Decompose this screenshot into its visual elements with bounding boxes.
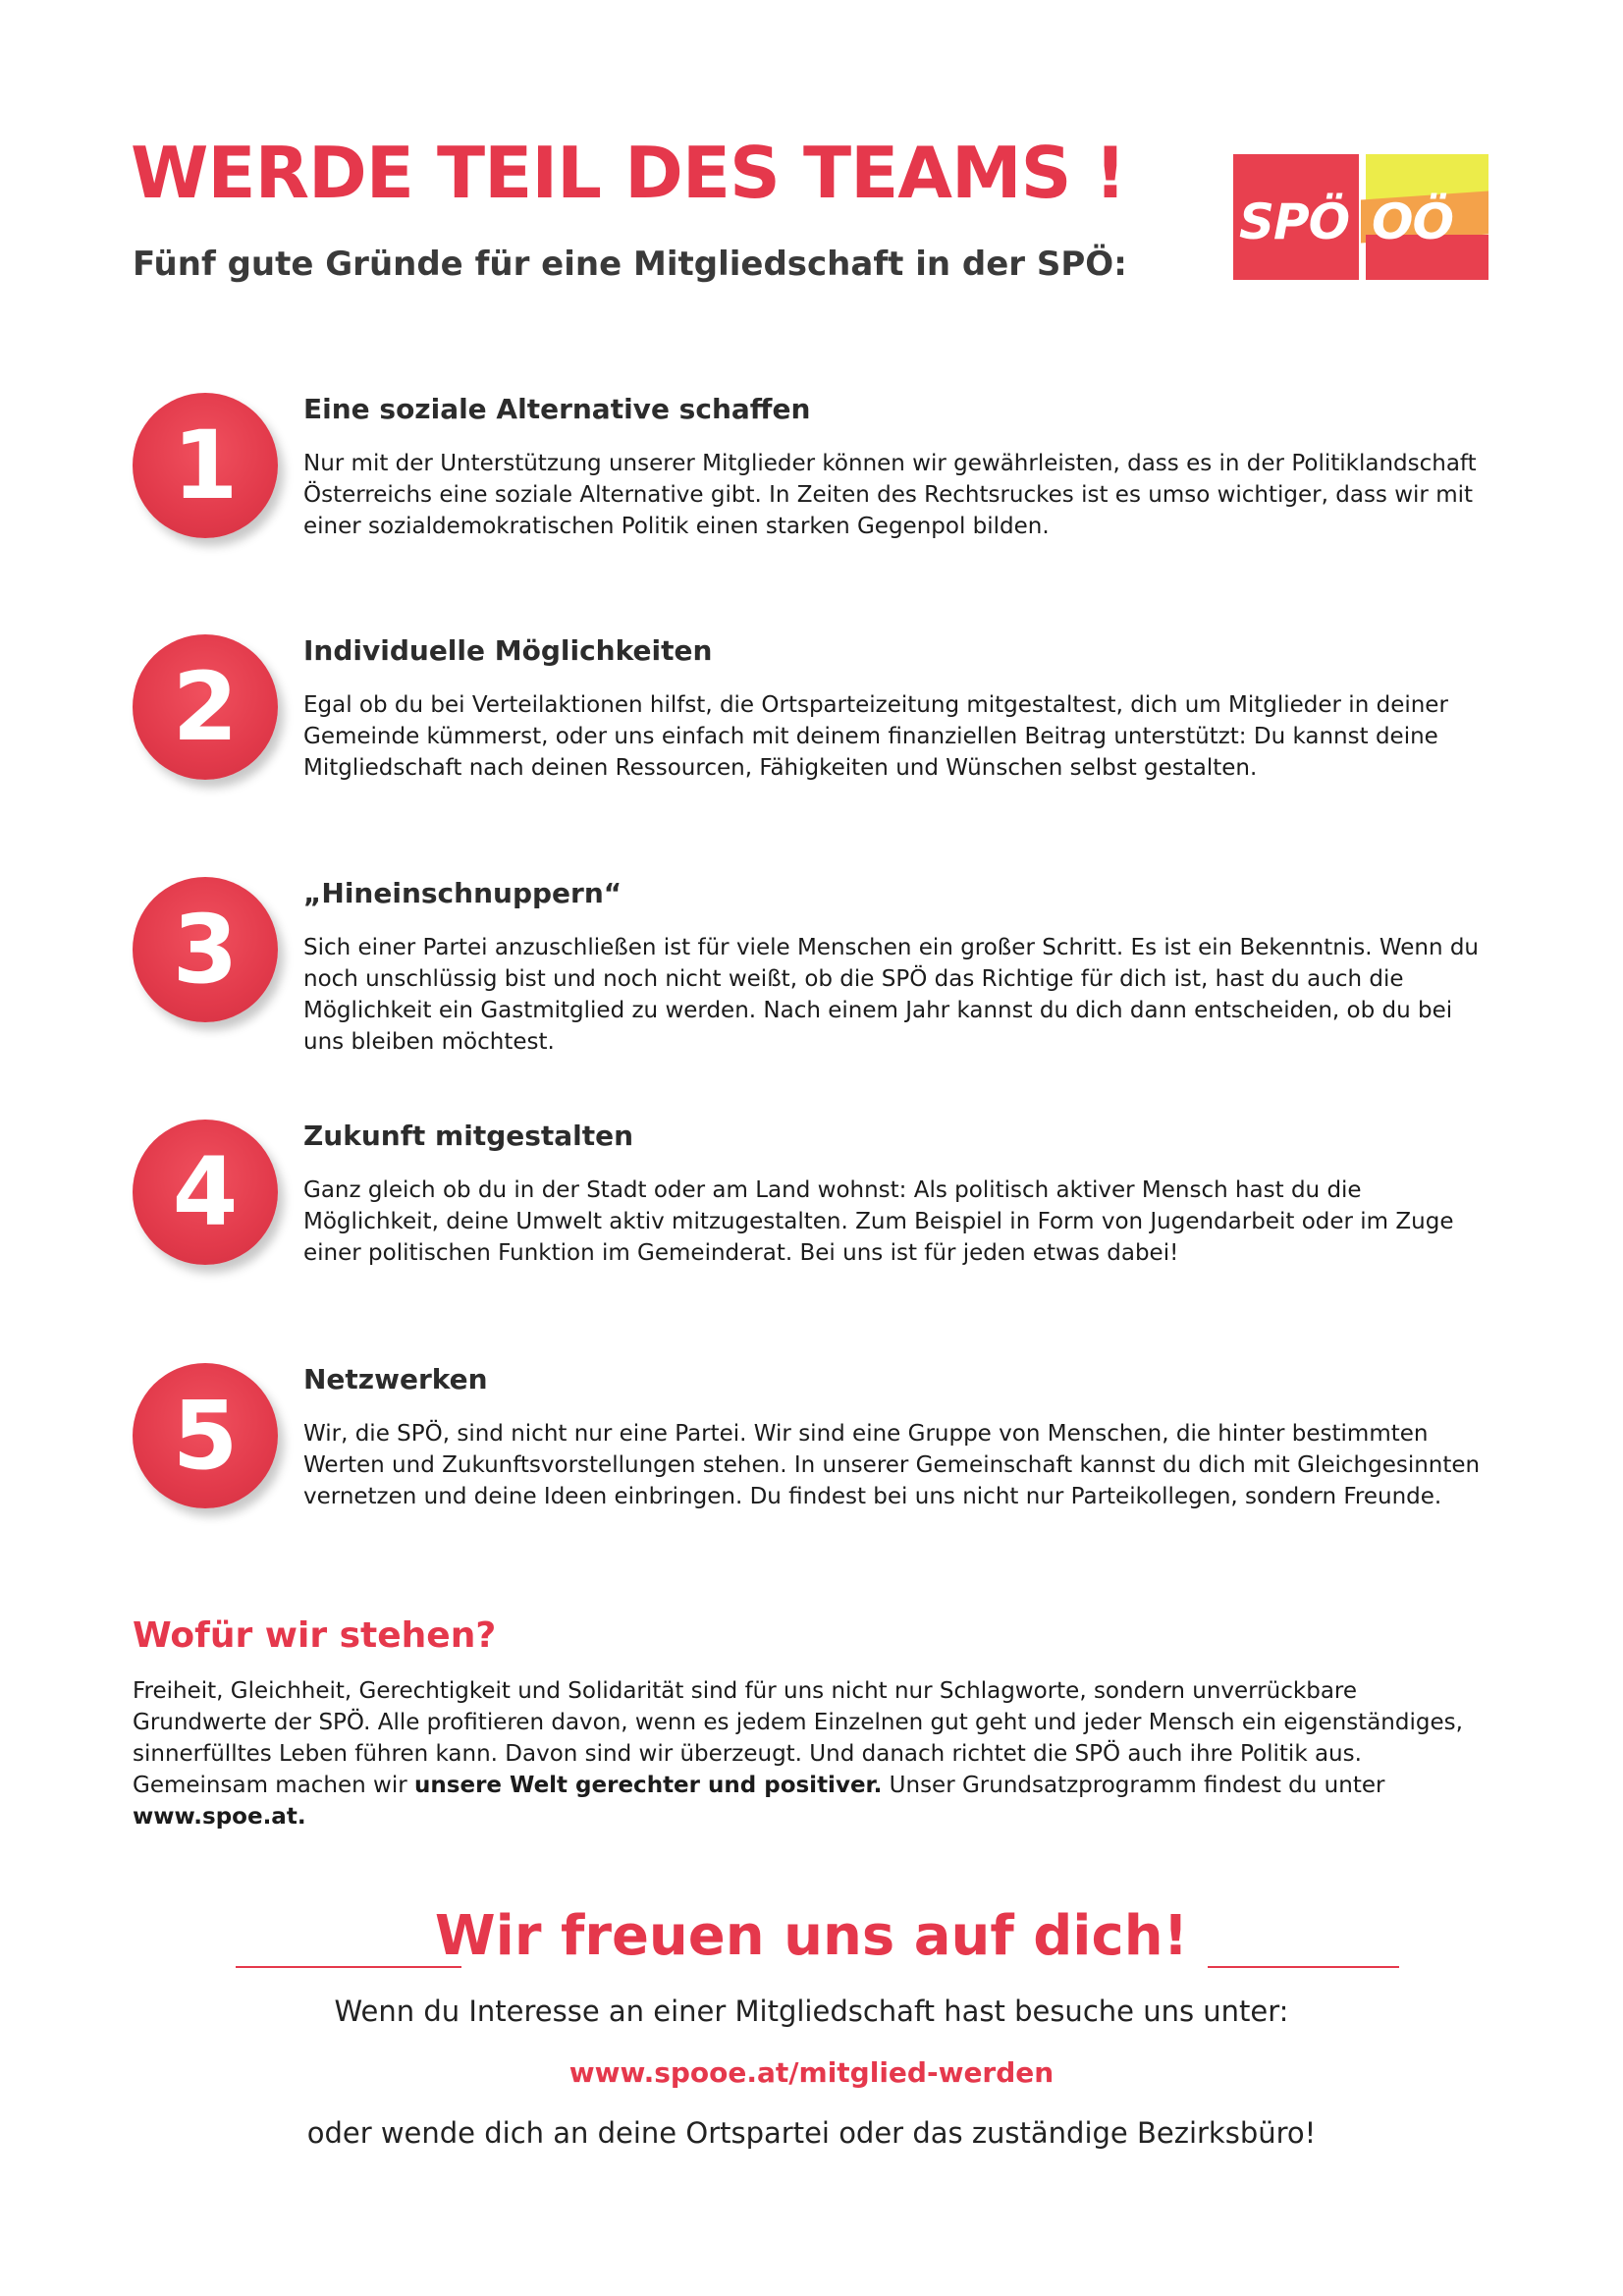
number-badge-label: 5 — [172, 1381, 239, 1491]
reason-text: Nur mit der Unterstützung unserer Mitglieder können wir gewährleisten, dass es in der Politiklandschaft Österreichs eine soziale Alternative gibt. In Zeiten des Rechtsruckes ist es umso wichtiger, dass wir mit einer sozialdemokratischen Politik einen starken Gegenpol bilden. — [303, 451, 1477, 539]
values-heading: Wofür wir stehen? — [133, 1615, 497, 1656]
logo-text-spo: SPÖ — [1239, 193, 1350, 250]
logo-text-ooe: OÖ — [1372, 193, 1454, 250]
number-badge-label: 3 — [172, 895, 239, 1005]
number-badge-4 — [133, 1120, 278, 1265]
cta-title: Wir freuen uns auf dich! — [434, 1909, 1189, 1966]
values-text-part-2: Unser Grundsatzprogramm findest du unter — [882, 1773, 1385, 1798]
membership-link[interactable]: www.spooe.at/mitglied-werden — [568, 2056, 1055, 2089]
reason-text: Wir, die SPÖ, sind nicht nur eine Partei. Wir sind eine Gruppe von Menschen, die hinter bestimmten Werten und Zukunftsvorstellungen stehen. In unserer Gemeinschaft kannst du dich mit Gleichgesinnten vernetzen und deine Ideen einbringen. Du findest bei uns nicht nur Parteikollegen, sondern Freunde. — [303, 1421, 1481, 1509]
page-title: WERDE TEIL DES TEAMS ! — [131, 132, 1126, 214]
cta-contact-text: oder wende dich an deine Ortspartei oder das zuständige Bezirksbüro! — [306, 2116, 1317, 2150]
spo-ooe-logo — [1233, 154, 1488, 280]
cta-divider-left — [236, 1966, 461, 1968]
reason-text: Ganz gleich ob du in der Stadt oder am Land wohnst: Als politisch aktiver Mensch hast du die Möglichkeit, deine Umwelt aktiv mitzugestalten. Zum Beispiel in Form von Jugendarbeit oder im Zuge einer politischen Funktion im Gemeinderat. Bei uns ist für jeden etwas dabei! — [303, 1177, 1454, 1266]
values-text-bold-1: unsere Welt gerechter und positiver. — [414, 1773, 883, 1798]
number-badge-3 — [133, 877, 278, 1022]
reason-text: Sich einer Partei anzuschließen ist für viele Menschen ein großer Schritt. Es ist ein Bekenntnis. Wenn du noch unschlüssig bist und noch nicht weißt, ob die SPÖ das Richtige für dich ist, hast du auch die Möglichkeit ein Gastmitglied zu werden. Nach einem Jahr kannst du dich dann entscheiden, ob du bei uns bleiben möchtest. — [303, 935, 1480, 1055]
values-text — [133, 1675, 1497, 1832]
reason-heading: Eine soziale Alternative schaffen — [303, 393, 811, 425]
number-badge-1 — [133, 393, 278, 538]
reason-heading: „Hineinschnuppern“ — [303, 877, 622, 909]
values-website-link: www.spoe.at. — [133, 1804, 306, 1830]
reason-heading: Zukunft mitgestalten — [303, 1120, 634, 1152]
values-text-part-1: Freiheit, Gleichheit, Gerechtigkeit und Solidarität sind für uns nicht nur Schlagworte, sondern unverrückbare Grundwerte der SPÖ. Alle profitieren davon, wenn es jedem Einzelnen gut geht und jeder Mensch ein eigenständiges, sinnerfülltes Leben führen kann. Davon sind wir überzeugt. Und danach richtet die SPÖ auch ihre Politik aus. Gemeinsam machen wir — [133, 1678, 1463, 1798]
reason-text: Egal ob du bei Verteilaktionen hilfst, die Ortsparteizeitung mitgestaltest, dich um Mitglieder in deiner Gemeinde kümmerst, oder uns einfach mit deinem finanziellen Beitrag unterstützt: Du kannst deine Mitgliedschaft nach deinen Ressourcen, Fähigkeiten und Wünschen selbst gestalten. — [303, 692, 1448, 781]
number-badge-5 — [133, 1363, 278, 1508]
reason-heading: Individuelle Möglichkeiten — [303, 634, 713, 667]
number-badge-2 — [133, 634, 278, 780]
number-badge-label: 2 — [172, 652, 239, 762]
reason-heading: Netzwerken — [303, 1363, 488, 1395]
number-badge-label: 4 — [172, 1137, 239, 1247]
page-subtitle: Fünf gute Gründe für eine Mitgliedschaft in der SPÖ: — [133, 245, 1127, 284]
number-badge-label: 1 — [172, 410, 239, 520]
cta-divider-right — [1208, 1966, 1399, 1968]
cta-intro-text: Wenn du Interesse an einer Mitgliedschaft hast besuche uns unter: — [334, 1995, 1289, 2028]
